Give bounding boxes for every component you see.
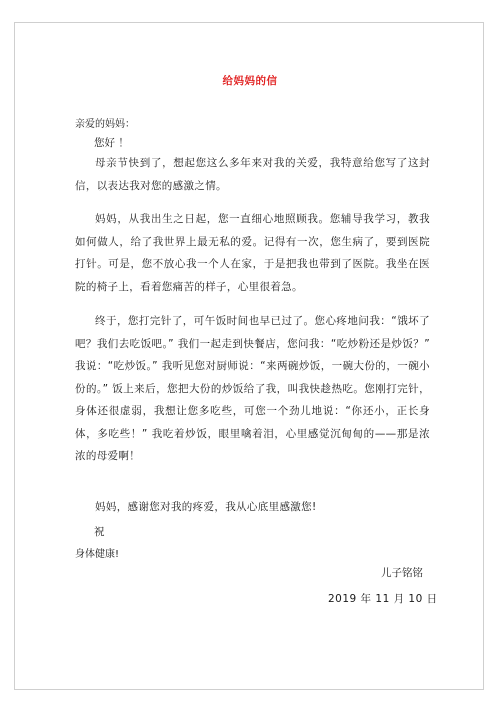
letter-paragraph-2: 妈妈，从我出生之日起，您一直细心地照顾我。您辅导我学习，教我如何做人，给了我世界上最无私的爱。记得有一次，您生病了，要到医院打针。可是，您不放心我一个人在家，于是把我也带到了医院。我坐在医院的椅子上，看着您痛苦的样子，心里很着急。 [75, 213, 430, 293]
letter-wish: 身体健康! [75, 549, 120, 560]
letter-date: 2019 年 11 月 10 日 [328, 593, 438, 605]
letter-closing: 祝 [94, 526, 105, 538]
letter-paragraph-4: 妈妈，感谢您对我的疼爱，我从心底里感激您! [95, 501, 317, 513]
letter-signer: 儿子铭铭 [381, 567, 423, 579]
letter-hello: 您好 ！ [94, 137, 129, 149]
letter-greeting: 亲爱的妈妈： [75, 119, 135, 130]
letter-paragraph-3: 终于，您打完针了，可午饭时间也早已过了。您心疼地问我：“饿坏了吧？我们去吃饭吧。” 我们一起走到快餐店，您问我：“吃炒粉还是炒饭？” 我说：“吃炒饭。” 我听见您对厨师说：“来两碗炒饭，一碗大份的，一碗小份的。” 饭上来后，您把大份的炒饭给了我，叫我快趁热吃。您刚打完针，身体还很虚弱，我想让您多吃些，可您一个劲儿地说：“你还小，正长身体，多吃些！” 我吃着炒饭，眼里噙着泪，心里感觉沉甸甸的——那是浓浓的母爱啊！ [75, 315, 430, 462]
letter-title: 给妈妈的信 [222, 75, 278, 87]
letter-paragraph-1: 母亲节快到了，想起您这么多年来对我的关爱，我特意给您写了这封信，以表达我对您的感激之情。 [75, 157, 430, 192]
